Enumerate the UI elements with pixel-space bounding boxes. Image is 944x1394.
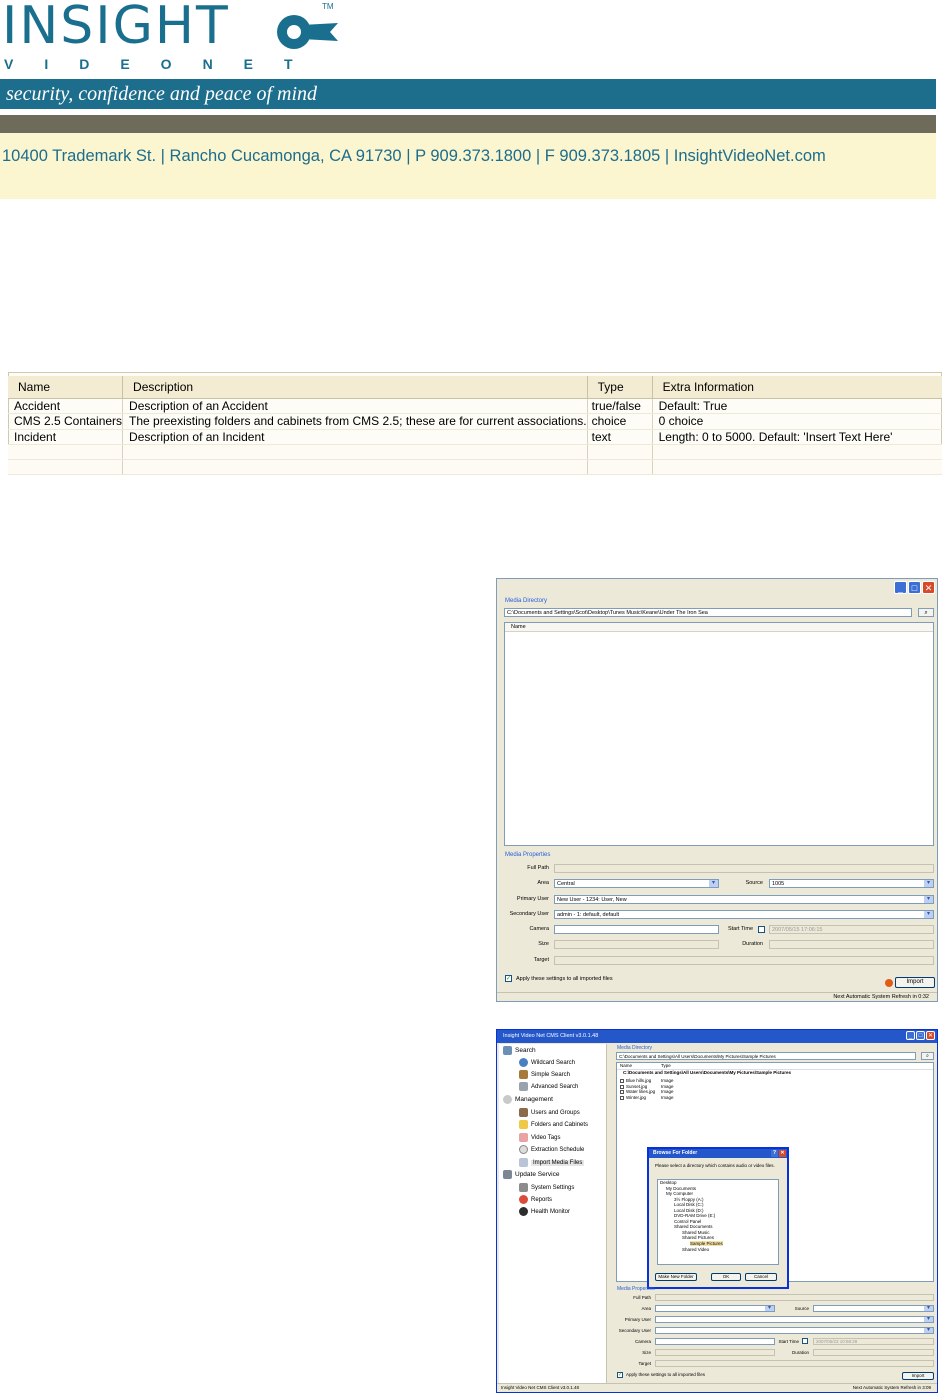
browse-button[interactable] bbox=[921, 1052, 934, 1060]
file-rows bbox=[617, 1078, 933, 1100]
full-path-label: Full Path bbox=[633, 1295, 651, 1300]
media-properties-label: Media Properties bbox=[505, 852, 551, 858]
import-button[interactable]: Import bbox=[895, 977, 935, 988]
help-icon[interactable]: ? bbox=[772, 1150, 777, 1156]
list-header bbox=[617, 1063, 933, 1070]
source-select[interactable] bbox=[769, 879, 934, 888]
area-label: Area bbox=[537, 880, 549, 886]
apply-all-checkbox[interactable]: ✓ bbox=[618, 1372, 623, 1378]
source-value: 1005 bbox=[772, 881, 785, 887]
folder-icon bbox=[519, 1120, 528, 1129]
media-directory-label: Media Directory bbox=[505, 598, 548, 604]
company-logo bbox=[0, 0, 380, 80]
cell-description: Description of an Incident bbox=[123, 429, 588, 445]
logo-eye-icon bbox=[272, 6, 340, 58]
tree-item[interactable]: Shared Music bbox=[682, 1229, 710, 1235]
logo-wordmark: INSIGHT bbox=[2, 0, 230, 56]
minimize-icon[interactable]: _ bbox=[906, 1031, 915, 1040]
search-icon: ⌕ bbox=[926, 1053, 929, 1059]
sidebar-item-video-tags[interactable]: Video Tags bbox=[519, 1133, 560, 1142]
cancel-button[interactable]: Cancel bbox=[745, 1273, 777, 1281]
sidebar bbox=[499, 1044, 607, 1384]
list-item[interactable]: Sunset.jpg Image bbox=[620, 1084, 933, 1090]
column-header-extra-information[interactable]: Extra Information bbox=[652, 376, 942, 398]
sidebar-item-update-service[interactable]: Update Service bbox=[503, 1170, 559, 1179]
cell-type: true/false bbox=[587, 398, 652, 414]
maximize-icon[interactable]: □ bbox=[916, 1031, 925, 1040]
window-titlebar bbox=[497, 579, 937, 597]
tree-item[interactable]: Shared Video bbox=[682, 1246, 710, 1252]
primary-user-value: New User - 1234: User, New bbox=[557, 897, 627, 903]
clock-icon bbox=[519, 1145, 528, 1154]
table-header-row bbox=[8, 376, 942, 398]
tagline: security, confidence and peace of mind bbox=[6, 83, 318, 105]
start-time-value: 2007/05/15 17:06:15 bbox=[772, 927, 823, 933]
import-media-window bbox=[496, 578, 938, 1002]
tagline-band bbox=[0, 79, 936, 109]
list-path-row: C:\Documents and Settings\All Users\Documents\My Pictures\Sample Pictures bbox=[623, 1070, 792, 1075]
cell-name: Accident bbox=[8, 398, 123, 414]
folder-tree[interactable] bbox=[657, 1179, 779, 1265]
refresh-status: Next Automatic System Refresh in 0:32 bbox=[833, 994, 929, 1000]
media-file-list[interactable] bbox=[504, 622, 934, 846]
duration-label: Duration bbox=[791, 1350, 809, 1355]
cell-description: Description of an Accident bbox=[123, 398, 588, 414]
cell-type: text bbox=[587, 429, 652, 445]
apply-all-label: Apply these settings to all imported files bbox=[626, 1372, 706, 1377]
close-icon[interactable]: ✕ bbox=[922, 581, 935, 594]
table-row[interactable] bbox=[8, 398, 942, 414]
globe-icon bbox=[519, 1058, 528, 1067]
primary-user-select[interactable] bbox=[554, 895, 934, 904]
trademark-mark: TM bbox=[322, 2, 334, 11]
chevron-down-icon[interactable]: ▾ bbox=[924, 1317, 933, 1322]
camera-field[interactable] bbox=[554, 925, 719, 934]
source-select[interactable] bbox=[813, 1305, 934, 1312]
area-value: Central bbox=[557, 881, 575, 887]
size-label: Size bbox=[642, 1350, 651, 1355]
heart-monitor-icon bbox=[519, 1207, 528, 1216]
maximize-icon[interactable]: □ bbox=[908, 581, 921, 594]
logo-subtitle: VIDEONET bbox=[4, 56, 324, 72]
table-row[interactable] bbox=[8, 414, 942, 430]
close-icon[interactable]: ✕ bbox=[780, 1150, 785, 1156]
window-titlebar bbox=[497, 1030, 937, 1043]
cell-extra-information: Default: True bbox=[652, 398, 942, 414]
sidebar-item-import-media-files[interactable]: Import Media Files bbox=[519, 1158, 584, 1167]
person-icon bbox=[519, 1070, 528, 1079]
tree-item[interactable]: My Computer bbox=[666, 1191, 694, 1196]
tree-item[interactable]: DVD-RAM Drive (E:) bbox=[674, 1213, 716, 1218]
chevron-down-icon[interactable]: ▾ bbox=[709, 880, 718, 887]
sidebar-item-search[interactable]: Search bbox=[503, 1046, 536, 1055]
camera-label: Camera bbox=[634, 1339, 651, 1344]
sidebar-item-advanced-search[interactable]: Advanced Search bbox=[519, 1082, 578, 1091]
column-header-type[interactable]: Type bbox=[587, 376, 652, 398]
import-icon bbox=[519, 1158, 528, 1167]
secondary-user-label: Secondary User bbox=[509, 911, 549, 917]
chevron-down-icon[interactable]: ▾ bbox=[924, 911, 933, 918]
table-row-empty bbox=[8, 445, 942, 460]
start-time-value: 2007/05/23 10:56:28 bbox=[816, 1339, 858, 1344]
window-title: Insight Video Net CMS Client v3.0.1.48 bbox=[503, 1033, 599, 1039]
contact-band bbox=[0, 133, 936, 199]
make-new-folder-button[interactable]: Make New Folder bbox=[655, 1273, 697, 1281]
duration-field bbox=[769, 940, 934, 949]
area-select[interactable] bbox=[554, 879, 719, 888]
cell-extra-information: 0 choice bbox=[652, 414, 942, 430]
secondary-user-label: Secondary User bbox=[618, 1328, 651, 1333]
tree-item[interactable]: Desktop bbox=[660, 1180, 677, 1185]
start-time-checkbox[interactable] bbox=[802, 1338, 808, 1344]
start-time-field bbox=[769, 925, 934, 934]
primary-user-select[interactable] bbox=[655, 1316, 934, 1323]
source-label: Source bbox=[745, 880, 763, 886]
media-properties-label: Media Properties bbox=[617, 1286, 655, 1292]
window-controls bbox=[894, 581, 935, 594]
contact-line: 10400 Trademark St. | Rancho Cucamonga, CA 91730 | P 909.373.1800 | F 909.373.1805 | InsightVideoNet.com bbox=[2, 147, 826, 165]
media-directory-label: Media Directory bbox=[617, 1045, 653, 1051]
tree-item[interactable]: Shared Pictures bbox=[682, 1235, 715, 1240]
list-item[interactable]: Winter.jpg Image bbox=[620, 1095, 933, 1101]
cell-description: The preexisting folders and cabinets from CMS 2.5; these are for current associations. bbox=[123, 414, 588, 430]
secondary-user-select[interactable] bbox=[554, 910, 934, 919]
apply-all-label: Apply these settings to all imported files bbox=[516, 976, 613, 982]
size-field bbox=[655, 1349, 775, 1356]
camera-label: Camera bbox=[529, 926, 549, 932]
tag-icon bbox=[519, 1133, 528, 1142]
sidebar-item-users-and-groups[interactable]: Users and Groups bbox=[519, 1108, 580, 1117]
chevron-down-icon[interactable]: ▾ bbox=[765, 1306, 774, 1311]
status-divider bbox=[497, 1383, 937, 1384]
binoculars-icon bbox=[503, 1046, 512, 1055]
chevron-down-icon[interactable]: ▾ bbox=[924, 896, 933, 903]
dialog-title: Browse For Folder ✕ ? bbox=[649, 1149, 787, 1158]
apply-all-checkbox[interactable]: ✓ bbox=[506, 976, 512, 982]
alert-icon bbox=[885, 979, 893, 987]
full-path-field bbox=[655, 1294, 934, 1301]
primary-user-label: Primary User bbox=[624, 1317, 651, 1322]
start-time-checkbox[interactable] bbox=[758, 926, 765, 933]
secondary-user-value: admin - 1: default, default bbox=[557, 912, 620, 918]
tree-item[interactable]: My Documents bbox=[666, 1185, 697, 1191]
list-column-name[interactable]: Name bbox=[505, 623, 933, 632]
full-path-label: Full Path bbox=[527, 865, 549, 871]
sidebar-item-extraction-schedule[interactable]: Extraction Schedule bbox=[519, 1145, 584, 1154]
browse-button[interactable] bbox=[918, 608, 934, 617]
list-item[interactable]: Blue hills.jpg Image bbox=[620, 1078, 933, 1084]
secondary-user-select[interactable] bbox=[655, 1327, 934, 1334]
ok-button[interactable]: OK bbox=[711, 1273, 741, 1281]
duration-label: Duration bbox=[742, 941, 763, 947]
pie-chart-icon bbox=[519, 1195, 528, 1204]
dialog-prompt: Please select a directory which contains audio or video files. bbox=[655, 1163, 775, 1168]
start-time-field bbox=[813, 1338, 934, 1345]
sidebar-item-folders-and-cabinets[interactable]: Folders and Cabinets bbox=[519, 1120, 588, 1129]
tree-item[interactable]: Local Disk (D:) bbox=[674, 1207, 704, 1213]
header-rule bbox=[0, 115, 936, 133]
sidebar-item-wildcard-search[interactable]: Wildcard Search bbox=[519, 1058, 575, 1067]
list-item[interactable]: Water lilies.jpg Image bbox=[620, 1089, 933, 1095]
area-select[interactable] bbox=[655, 1305, 775, 1312]
sidebar-item-reports[interactable]: Reports bbox=[519, 1195, 552, 1204]
tree-item[interactable]: Control Panel bbox=[674, 1218, 702, 1224]
duration-field bbox=[813, 1349, 934, 1356]
media-directory-path-input[interactable]: C:\Documents and Settings\All Users\Documents\My Pictures\Sample Pictures bbox=[616, 1052, 916, 1060]
close-icon[interactable]: ✕ bbox=[927, 1033, 934, 1039]
cell-type: choice bbox=[587, 414, 652, 430]
chevron-down-icon[interactable]: ▾ bbox=[924, 1328, 933, 1333]
table-row[interactable] bbox=[8, 429, 942, 445]
column-header-name[interactable]: Name bbox=[8, 376, 123, 398]
attributes-table bbox=[8, 376, 942, 475]
cell-name: CMS 2.5 Containers bbox=[8, 414, 123, 430]
column-header-description[interactable]: Description bbox=[123, 376, 588, 398]
target-label: Target bbox=[533, 957, 549, 963]
refresh-status: Next Automatic System Refresh in 3:09 bbox=[852, 1385, 931, 1390]
list-column-type[interactable]: Type bbox=[661, 1063, 671, 1068]
window-controls bbox=[906, 1031, 935, 1040]
target-field bbox=[554, 956, 934, 965]
size-label: Size bbox=[538, 941, 549, 947]
search-icon: ⌕ bbox=[924, 610, 928, 616]
target-label: Target bbox=[638, 1361, 651, 1366]
cms-client-window bbox=[496, 1029, 938, 1393]
magnifier-icon bbox=[519, 1082, 528, 1091]
sidebar-item-simple-search[interactable]: Simple Search bbox=[519, 1070, 570, 1079]
status-version: Insight Video Net CMS Client v3.0.1.48 bbox=[501, 1385, 579, 1390]
cell-name: Incident bbox=[8, 429, 123, 445]
users-icon bbox=[519, 1108, 528, 1117]
full-path-field bbox=[554, 864, 934, 873]
gear-icon bbox=[503, 1095, 512, 1104]
area-label: Area bbox=[641, 1306, 651, 1311]
media-directory-path-input[interactable]: C:\Documents and Settings\Scot\Desktop\Tunes Music\Keane\Under The Iron Sea bbox=[504, 608, 912, 617]
target-field bbox=[655, 1360, 934, 1367]
size-field bbox=[554, 940, 719, 949]
chevron-down-icon[interactable]: ▾ bbox=[924, 1306, 933, 1311]
tree-item-selected[interactable]: Sample Pictures bbox=[690, 1240, 723, 1246]
browse-folder-dialog bbox=[647, 1147, 789, 1289]
sidebar-item-system-settings[interactable]: System Settings bbox=[519, 1183, 574, 1192]
chevron-down-icon[interactable]: ▾ bbox=[924, 880, 933, 887]
start-time-label: Start Time bbox=[727, 926, 753, 932]
tree-item[interactable]: Local Disk (C:) bbox=[674, 1202, 704, 1207]
tree-item[interactable]: Shared Documents bbox=[674, 1224, 713, 1229]
import-button[interactable]: Import bbox=[902, 1372, 934, 1380]
primary-user-label: Primary User bbox=[516, 896, 549, 902]
status-divider bbox=[497, 992, 937, 993]
server-icon bbox=[503, 1170, 512, 1179]
tree-item[interactable]: 3½ Floppy (A:) bbox=[674, 1196, 704, 1202]
sidebar-item-management[interactable]: Management bbox=[503, 1095, 553, 1104]
camera-field[interactable] bbox=[655, 1338, 775, 1345]
cell-extra-information: Length: 0 to 5000. Default: 'Insert Text Here' bbox=[652, 429, 942, 445]
wrench-icon bbox=[519, 1183, 528, 1192]
start-time-label: Start Time bbox=[778, 1339, 799, 1344]
sidebar-item-health-monitor[interactable]: Health Monitor bbox=[519, 1207, 570, 1216]
list-column-name[interactable]: Name bbox=[620, 1063, 633, 1068]
source-label: Source bbox=[794, 1306, 809, 1311]
table-row-empty bbox=[8, 460, 942, 475]
minimize-icon[interactable]: _ bbox=[894, 581, 907, 594]
